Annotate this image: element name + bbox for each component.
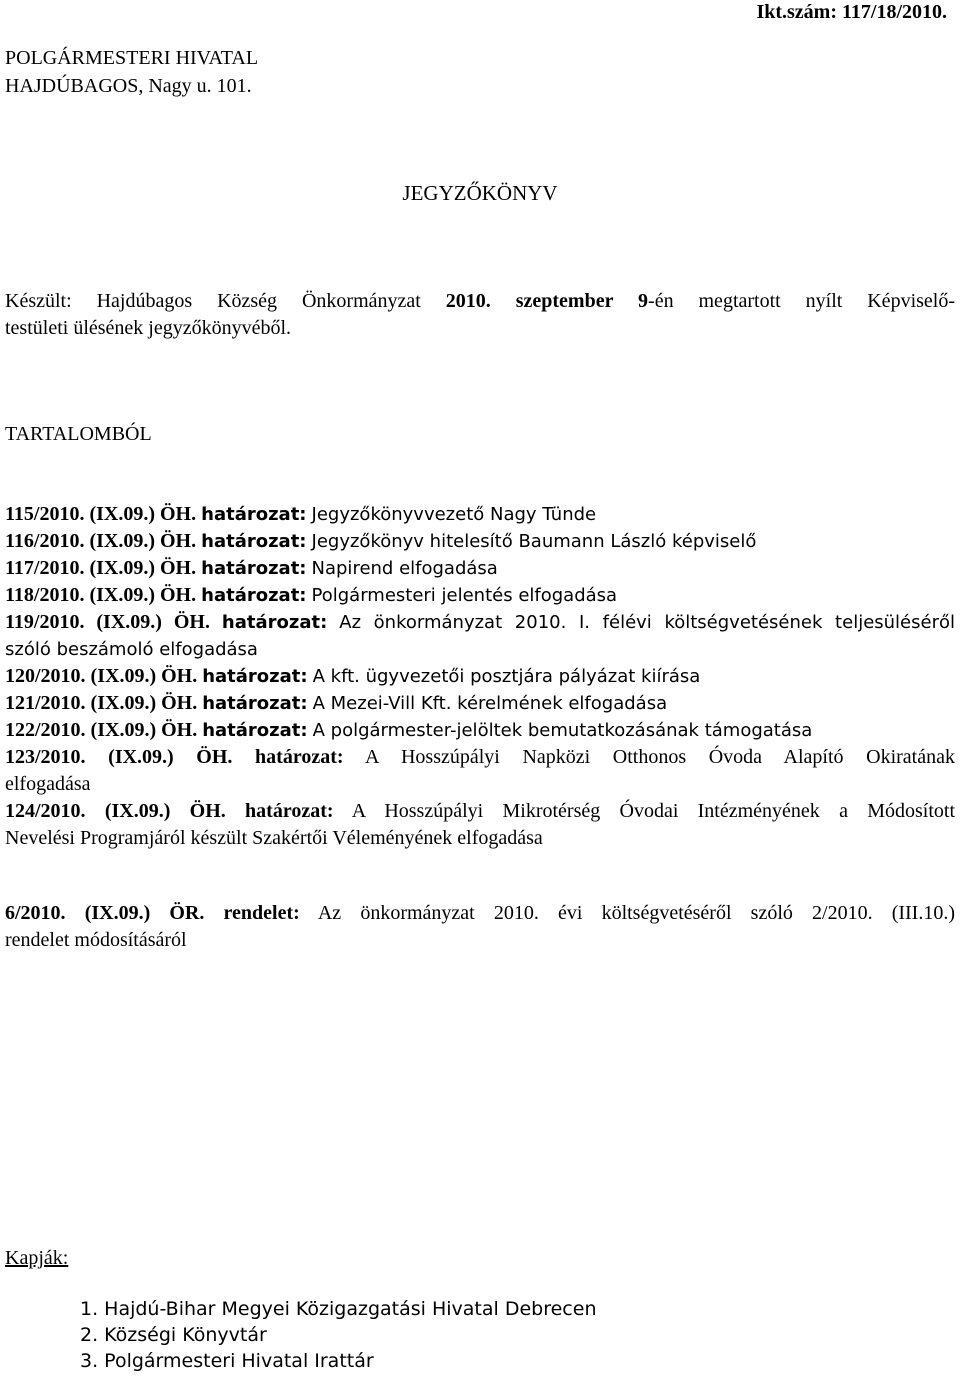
intro-text-cont: -én megtartott nyílt Képviselő-	[648, 290, 955, 312]
resolution-label: határozat:	[201, 558, 307, 579]
resolution-item	[5, 528, 955, 555]
resolution-item	[5, 663, 955, 690]
recipient-item: 2. Községi Könyvtár	[80, 1324, 267, 1346]
resolution-text: Jegyzőkönyv hitelesítő Baumann László képviselő	[311, 531, 757, 552]
office-name: POLGÁRMESTERI HIVATAL	[5, 47, 259, 69]
resolution-item	[5, 744, 955, 798]
resolution-number: 120/2010. (IX.09.) ÖH.	[5, 665, 198, 687]
reference-number: Ikt.szám: 117/18/2010.	[756, 1, 947, 23]
resolution-text: A polgármester-jelöltek bemutatkozásának támogatása	[312, 720, 813, 741]
intro-text-line2: testületi ülésének jegyzőkönyvéből.	[5, 317, 292, 339]
recipient-item: 3. Polgármesteri Hivatal Irattár	[80, 1350, 374, 1372]
resolution-item	[5, 609, 955, 663]
resolution-label: határozat:	[245, 800, 334, 822]
resolution-number: 119/2010. (IX.09.) ÖH.	[5, 611, 210, 633]
resolution-item	[5, 798, 955, 852]
resolution-text-cont: szóló beszámoló elfogadása	[5, 639, 258, 660]
decree-text-cont: rendelet módosításáról	[5, 929, 187, 951]
resolution-item	[5, 501, 955, 528]
resolution-label: határozat:	[202, 693, 308, 714]
resolution-label: határozat:	[201, 531, 307, 552]
resolution-number: 121/2010. (IX.09.) ÖH.	[5, 692, 198, 714]
resolution-text: Napirend elfogadása	[311, 558, 498, 579]
resolution-text: A Mezei-Vill Kft. kérelmének elfogadása	[312, 693, 668, 714]
decree-number: 6/2010. (IX.09.) ÖR.	[5, 902, 205, 924]
resolution-label: határozat:	[201, 504, 307, 525]
resolution-label: határozat:	[202, 720, 308, 741]
resolution-text: Az önkormányzat 2010. I. félévi költségvetésének teljesüléséről	[339, 612, 955, 633]
resolution-text: A Hosszúpályi Mikrotérség Óvodai Intézményének a Módosított	[351, 800, 956, 822]
resolution-number: 124/2010. (IX.09.) ÖH.	[5, 800, 226, 822]
intro-paragraph	[5, 288, 955, 342]
recipients-label: Kapják:	[5, 1247, 69, 1269]
resolution-number: 116/2010. (IX.09.) ÖH.	[5, 530, 197, 552]
resolution-label: határozat:	[255, 746, 344, 768]
resolution-text-cont: Nevelési Programjáról készült Szakértői Véleményének elfogadása	[5, 827, 543, 849]
resolution-text: Polgármesteri jelentés elfogadása	[311, 585, 618, 606]
resolution-text: Jegyzőkönyvvezető Nagy Tünde	[311, 504, 597, 525]
office-address: HAJDÚBAGOS, Nagy u. 101.	[5, 75, 252, 97]
contents-heading: TARTALOMBÓL	[5, 423, 152, 445]
resolution-number: 118/2010. (IX.09.) ÖH.	[5, 584, 197, 606]
resolution-item	[5, 690, 955, 717]
intro-prefix: Készült:	[5, 290, 72, 312]
resolution-item	[5, 717, 955, 744]
resolution-number: 115/2010. (IX.09.) ÖH.	[5, 503, 197, 525]
document-title: JEGYZŐKÖNYV	[402, 181, 558, 205]
decree-text: Az önkormányzat 2010. évi költségvetéséről szóló 2/2010. (III.10.)	[317, 902, 956, 924]
resolution-text-cont: elfogadása	[5, 773, 91, 795]
resolution-item	[5, 555, 955, 582]
resolution-number: 122/2010. (IX.09.) ÖH.	[5, 719, 198, 741]
resolution-label: határozat:	[201, 585, 307, 606]
decree-label: rendelet:	[223, 902, 300, 924]
resolution-text: A Hosszúpályi Napközi Otthonos Óvoda Alapító Okiratának	[365, 746, 955, 768]
intro-text: Hajdúbagos Község Önkormányzat	[96, 290, 421, 312]
resolution-number: 117/2010. (IX.09.) ÖH.	[5, 557, 197, 579]
resolution-number: 123/2010. (IX.09.) ÖH.	[5, 746, 233, 768]
resolution-text: A kft. ügyvezetői posztjára pályázat kiírása	[312, 666, 701, 687]
recipient-item: 1. Hajdú-Bihar Megyei Közigazgatási Hivatal Debrecen	[80, 1298, 597, 1320]
decree-item	[5, 900, 955, 954]
intro-date: 2010. szeptember 9	[445, 290, 649, 312]
resolution-item	[5, 582, 955, 609]
resolution-label: határozat:	[202, 666, 308, 687]
resolution-label: határozat:	[221, 612, 328, 633]
